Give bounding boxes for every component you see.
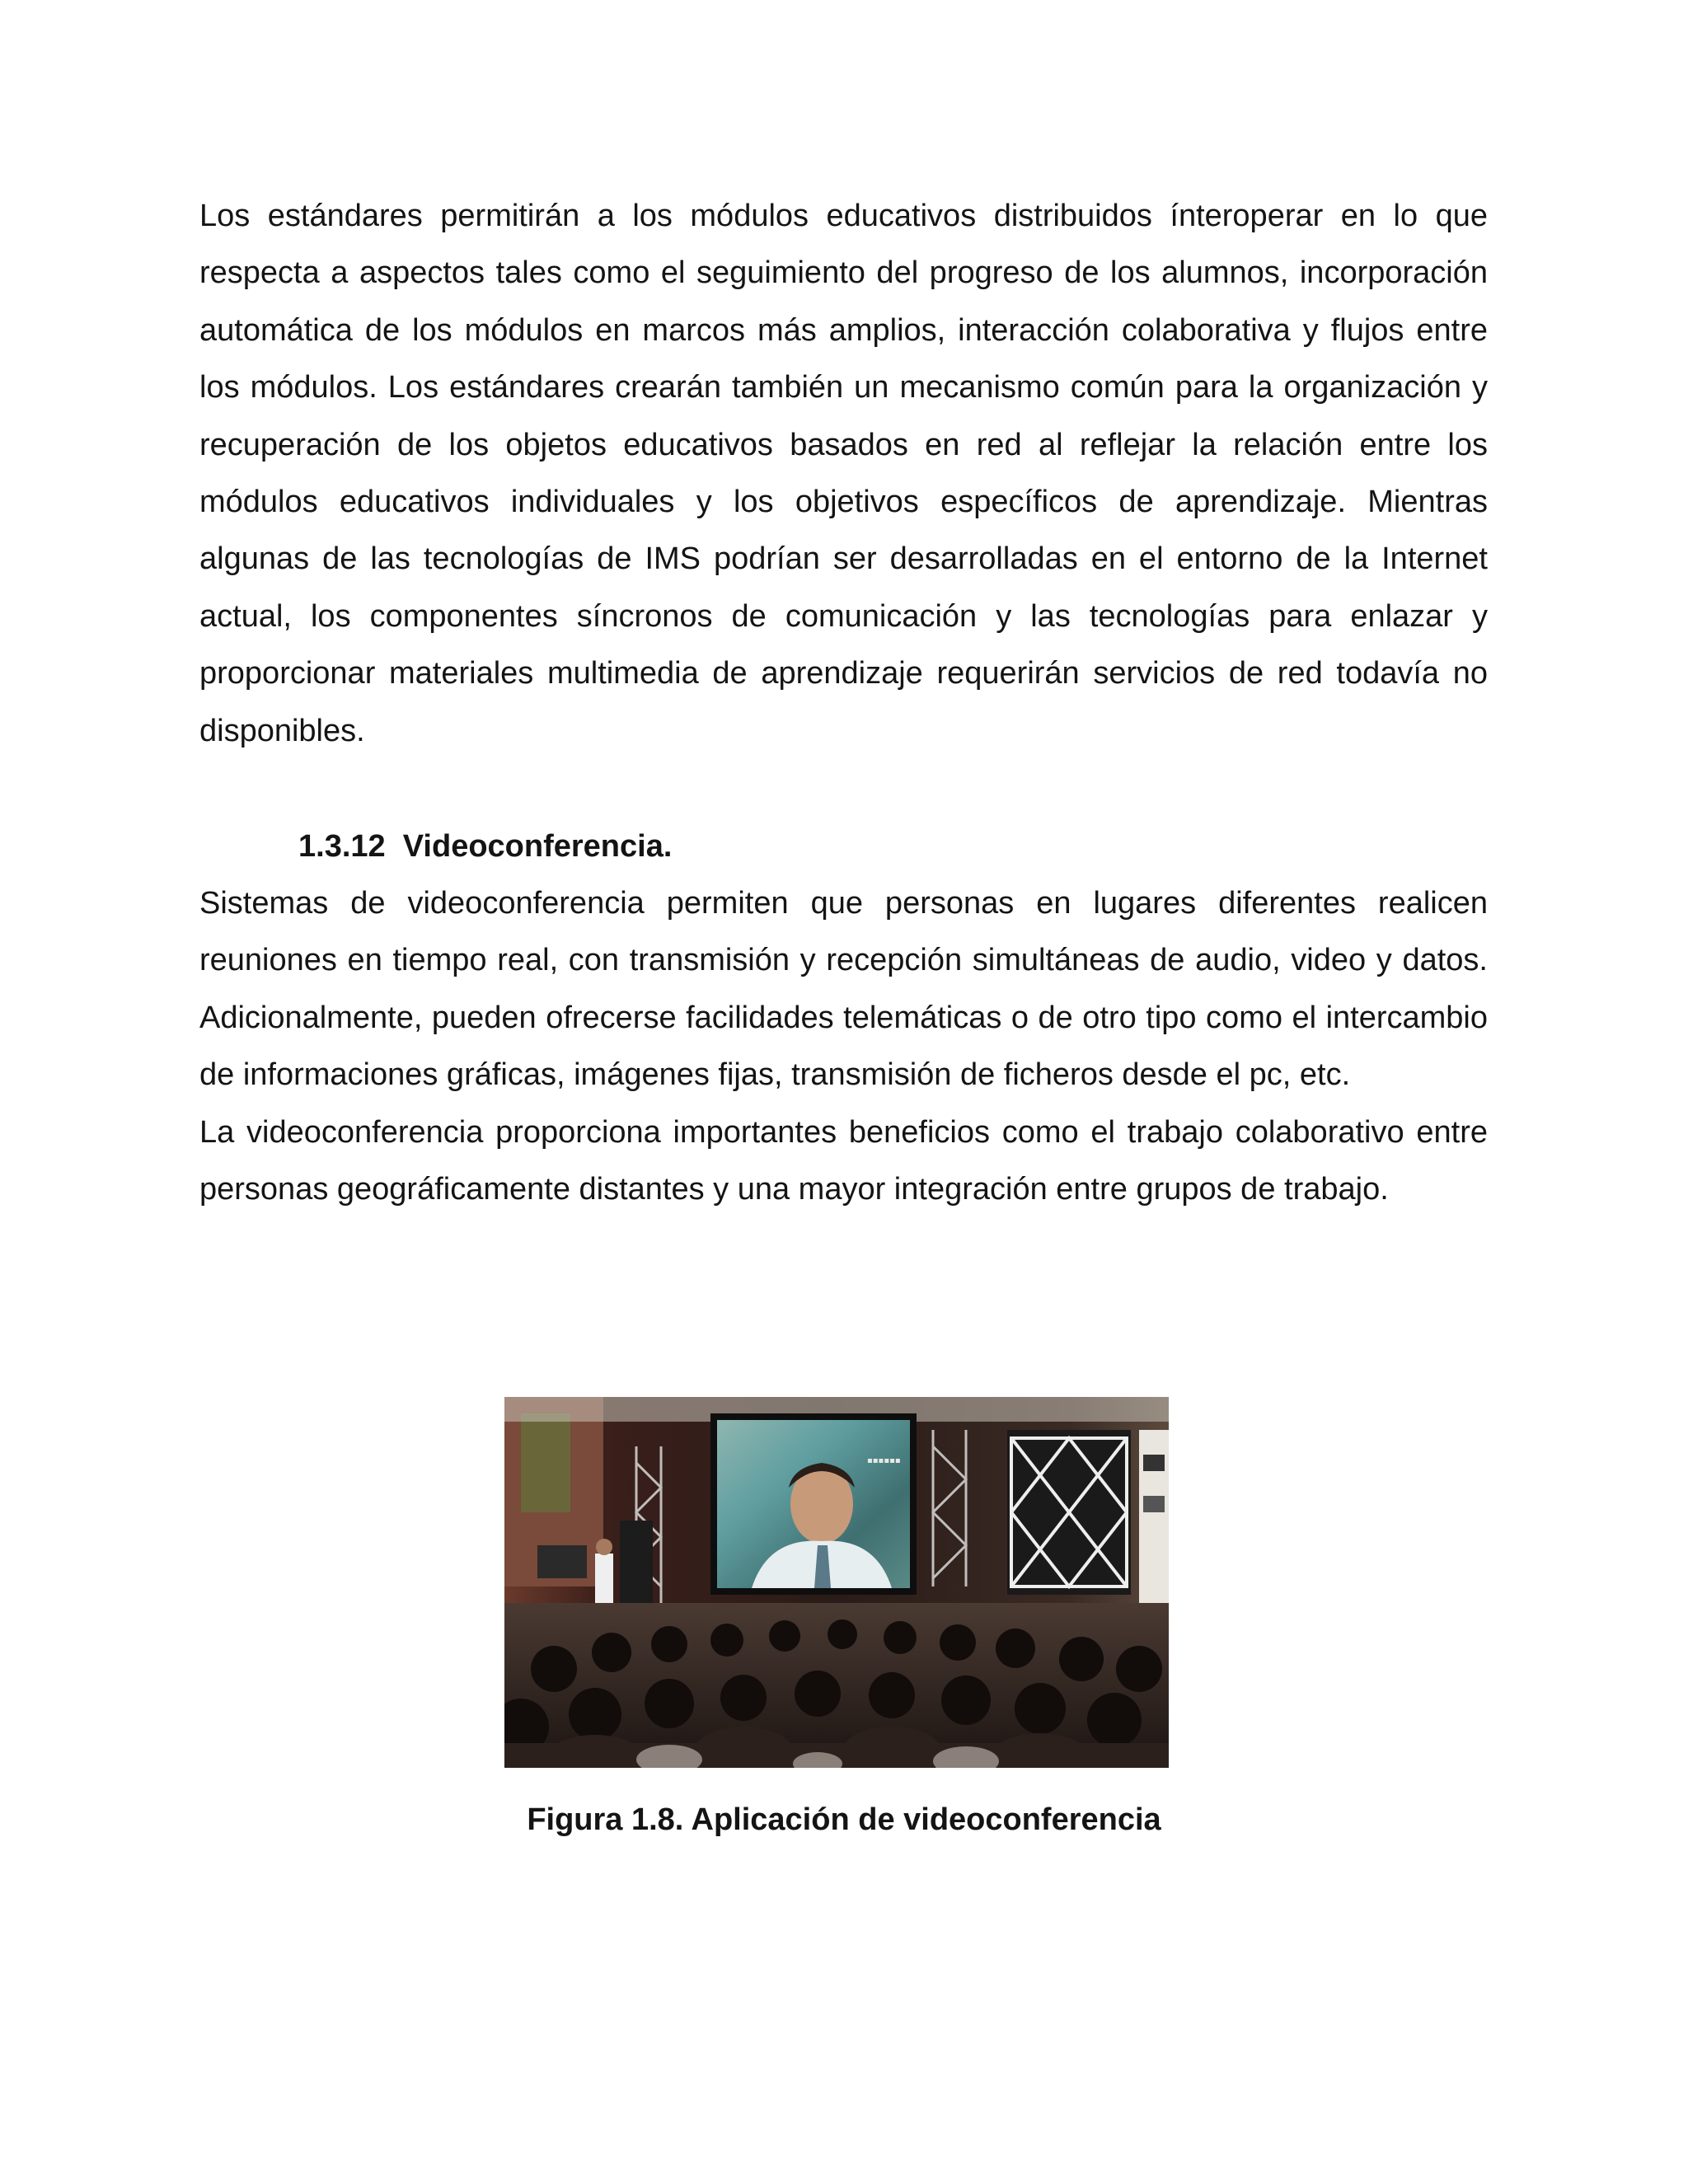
figure-caption: Figura 1.8. Aplicación de videoconferencia <box>527 1802 1161 1837</box>
body-paragraph-videoconference <box>199 875 1488 1218</box>
paragraph-videoconference-definition: Sistemas de videoconferencia permiten que personas en lugares diferentes realicen reuniones en tiempo real, con transmisión y recepción simultáneas de audio, video y datos. Adicionalmente, pueden ofrecerse facilidades telemáticas o de otro tipo como el intercambio de informaciones gráficas, imágenes fijas, transmisión de ficheros desde el pc, etc. <box>199 886 1488 1093</box>
section-heading: 1.3.12 Videoconferencia. <box>298 829 673 864</box>
svg-text:▪▪▪▪▪▪: ▪▪▪▪▪▪ <box>867 1456 901 1465</box>
paragraph-videoconference-benefits: La videoconferencia proporciona importantes beneficios como el trabajo colaborativo entre personas geográficamente distantes y una mayor integración entre grupos de trabajo. <box>199 1114 1488 1207</box>
videoconference-photo <box>504 1397 1169 1768</box>
paragraph-standards: Los estándares permitirán a los módulos educativos distribuidos ínteroperar en lo que respecta a aspectos tales como el seguimiento del progreso de los alumnos, incorporación automática de los módulos en marcos más amplios, interacción colaborativa y flujos entre los módulos. Los estándares crearán también un mecanismo común para la organización y recuperación de los objetos educativos basados en red al reflejar la relación entre los módulos educativos individuales y los objetivos específicos de aprendizaje. Mientras algunas de las tecnologías de IMS podrían ser desarrolladas en el entorno de la Internet actual, los componentes síncronos de comunicación y las tecnologías para enlazar y proporcionar materiales multimedia de aprendizaje requerirán servicios de red todavía no disponibles. <box>199 199 1488 748</box>
body-paragraph-intro <box>199 188 1488 760</box>
